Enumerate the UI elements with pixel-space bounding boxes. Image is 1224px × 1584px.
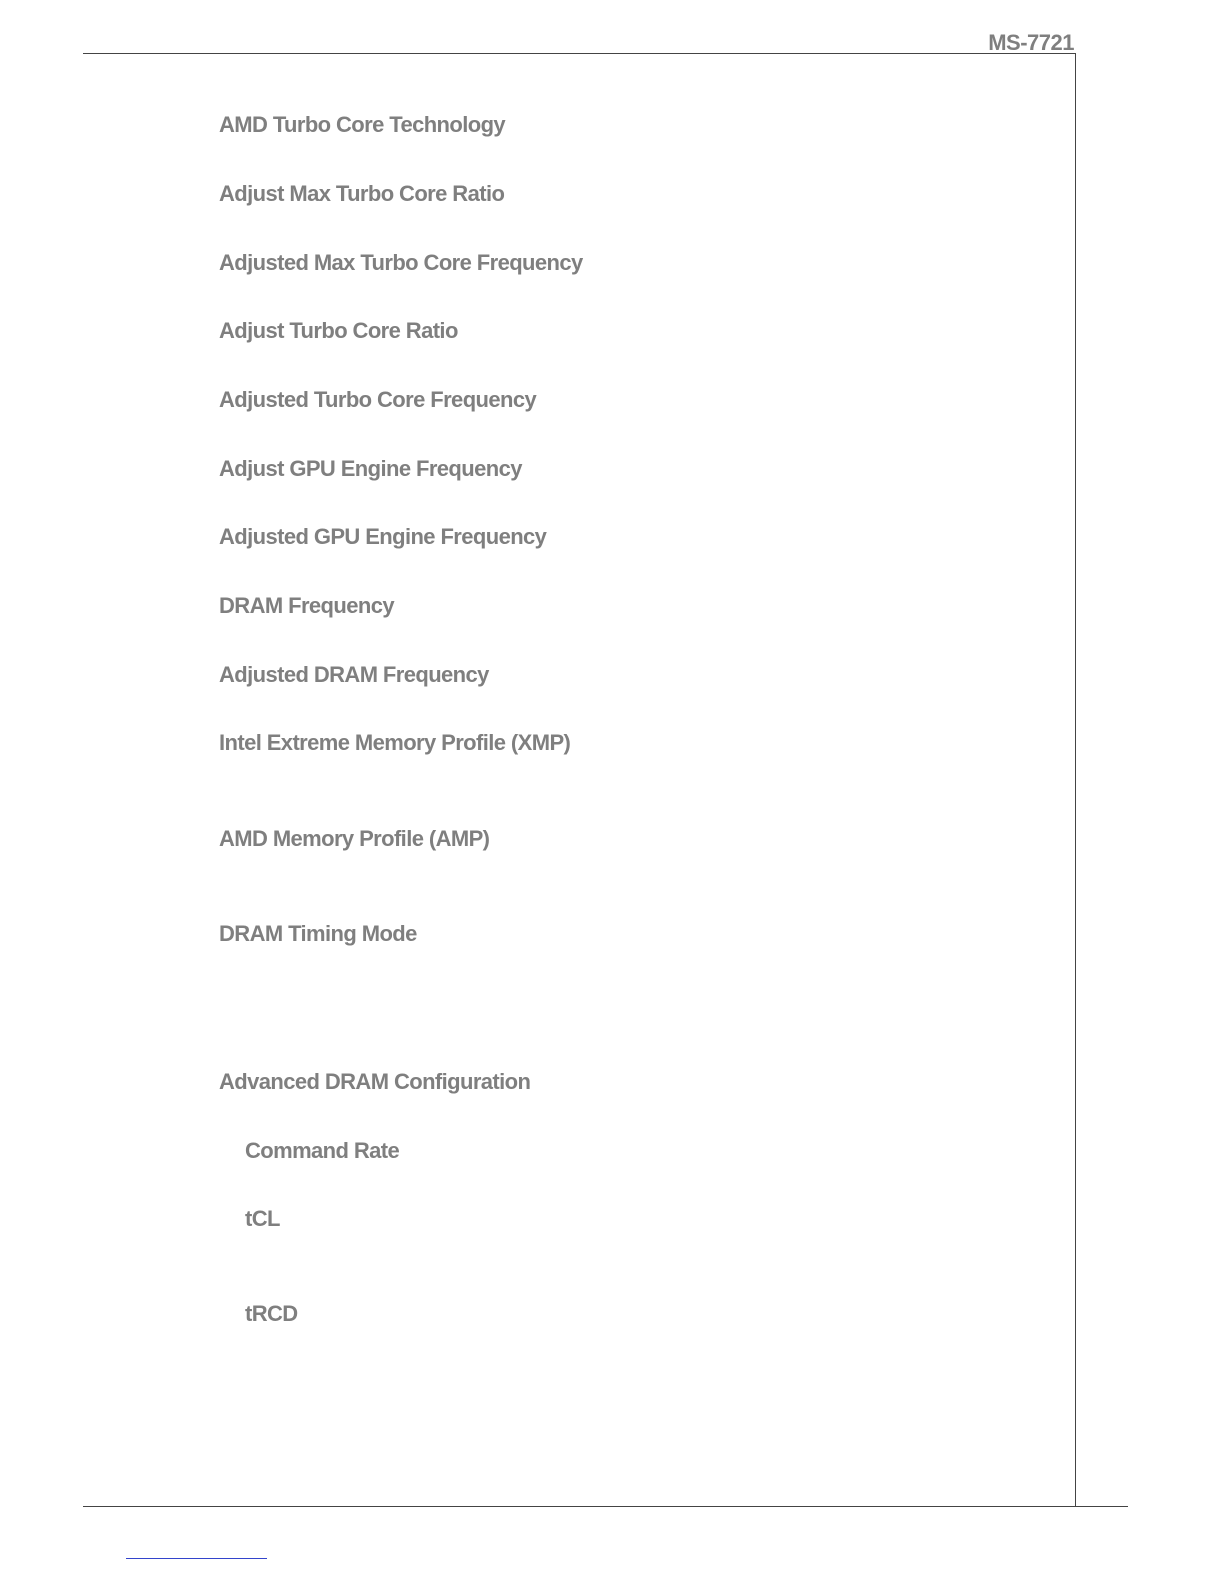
footer-link-underline xyxy=(126,1558,267,1559)
setting-adjusted-max-turbo-core-frequency: Adjusted Max Turbo Core Frequency xyxy=(219,250,583,275)
setting-adjust-gpu-engine-frequency: Adjust GPU Engine Frequency xyxy=(219,456,522,481)
setting-amd-memory-profile: AMD Memory Profile (AMP) xyxy=(219,826,490,851)
right-margin-rule xyxy=(1075,53,1076,1507)
setting-amd-turbo-core-technology: AMD Turbo Core Technology xyxy=(219,112,506,137)
setting-advanced-dram-configuration: Advanced DRAM Configuration xyxy=(219,1069,531,1094)
setting-adjusted-dram-frequency: Adjusted DRAM Frequency xyxy=(219,662,489,687)
setting-adjusted-turbo-core-frequency: Adjusted Turbo Core Frequency xyxy=(219,387,537,412)
setting-trcd: tRCD xyxy=(245,1301,298,1326)
model-number: MS-7721 xyxy=(988,30,1074,55)
header-rule xyxy=(83,53,1076,54)
setting-dram-timing-mode: DRAM Timing Mode xyxy=(219,921,417,946)
setting-dram-frequency: DRAM Frequency xyxy=(219,593,394,618)
setting-tcl: tCL xyxy=(245,1206,280,1231)
setting-intel-xmp: Intel Extreme Memory Profile (XMP) xyxy=(219,730,571,755)
setting-command-rate: Command Rate xyxy=(245,1138,400,1163)
setting-adjust-turbo-core-ratio: Adjust Turbo Core Ratio xyxy=(219,318,458,343)
setting-adjust-max-turbo-core-ratio: Adjust Max Turbo Core Ratio xyxy=(219,181,505,206)
setting-adjusted-gpu-engine-frequency: Adjusted GPU Engine Frequency xyxy=(219,524,547,549)
footer-rule xyxy=(83,1506,1128,1507)
